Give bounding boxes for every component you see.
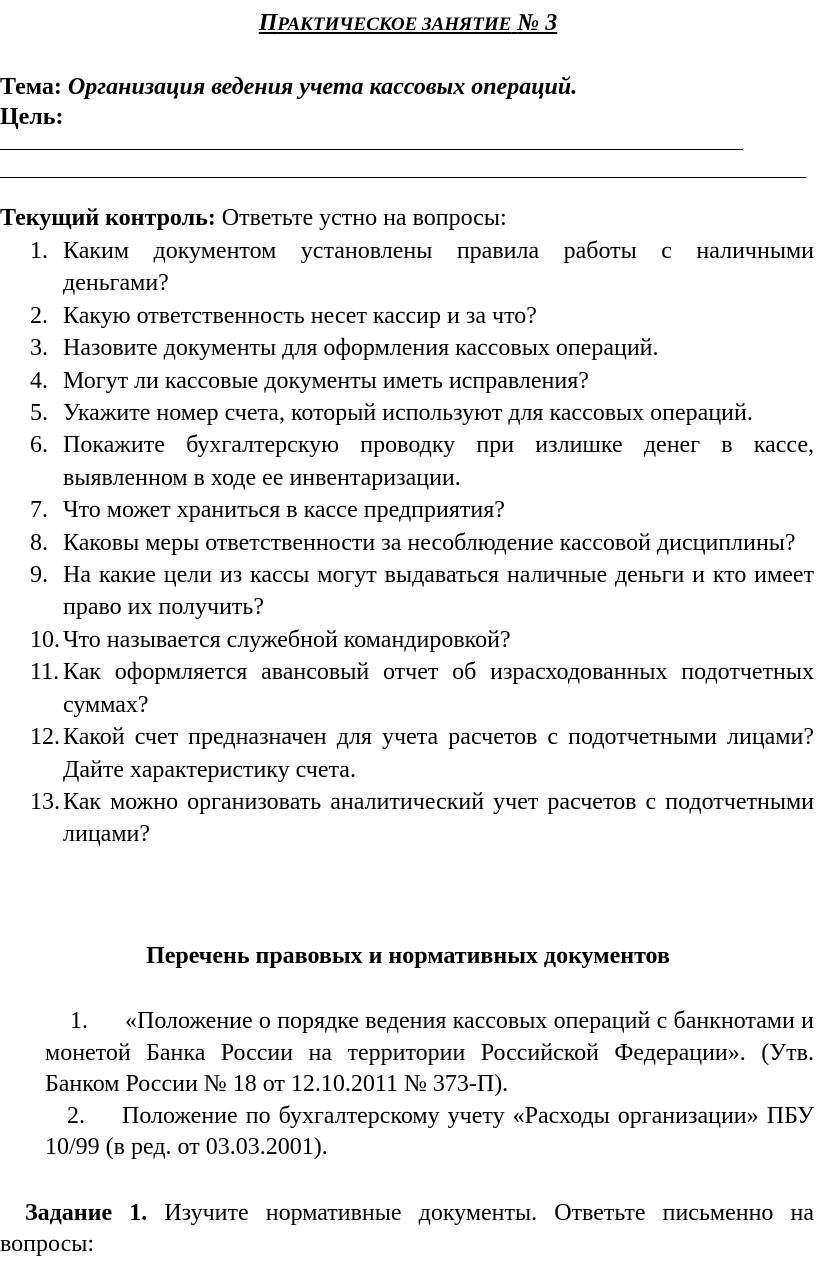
question-text: Что называется служебной командировкой? (63, 626, 511, 653)
current-control-label: Текущий контроль: (0, 205, 216, 231)
goal-blank-line-2 (0, 177, 806, 178)
question-item (0, 559, 816, 624)
task-paragraph (0, 1198, 816, 1260)
question-text: Каковы меры ответственности за несоблюдение кассовой дисциплины? (63, 529, 796, 556)
question-text: Укажите номер счета, который используют для кассовых операций. (63, 400, 753, 427)
question-item (0, 494, 816, 526)
question-item (0, 721, 816, 786)
question-number: 5. (30, 400, 48, 427)
questions-list (0, 235, 816, 851)
question-number: 11. (30, 659, 60, 686)
document-number: 1. (70, 1008, 88, 1034)
page-title (0, 8, 816, 40)
task-text: Изучите нормативные документы. Ответьте письменно на вопросы: (0, 1200, 814, 1257)
topic-line (0, 70, 816, 104)
question-text: Каким документом установлены правила работы с наличными деньгами? (63, 238, 814, 297)
question-text: Покажите бухгалтерскую проводку при излишке денег в кассе, выявленном в ходе ее инвентаризации. (63, 432, 814, 491)
question-number: 8. (30, 529, 48, 556)
document-item (0, 1006, 816, 1101)
question-number: 6. (30, 432, 48, 459)
question-item (0, 397, 816, 429)
question-text: Как оформляется авансовый отчет об израсходованных подотчетных суммах? (63, 659, 814, 718)
question-text: Какой счет предназначен для учета расчетов с подотчетными лицами? Дайте характеристику счета. (63, 724, 814, 783)
document-item (0, 1101, 816, 1164)
question-item (0, 332, 816, 364)
question-item (0, 527, 816, 559)
question-number: 4. (30, 367, 48, 394)
question-text: Назовите документы для оформления кассовых операций. (63, 335, 659, 362)
question-item (0, 365, 816, 397)
question-number: 9. (30, 562, 48, 589)
question-item (0, 656, 816, 721)
title-rest: РАКТИЧЕСКОЕ ЗАНЯТИЕ (277, 14, 512, 35)
question-number: 2. (30, 302, 48, 329)
document-text: Положение по бухгалтерскому учету «Расходы организации» ПБУ 10/99 (в ред. от 03.03.2001). (45, 1102, 814, 1160)
document-text: «Положение о порядке ведения кассовых операций с банкнотами и монетой Банка России на территории Российской Федерации». (Утв. Банком России № 18 от 12.10.2011 № 373-П). (45, 1008, 814, 1097)
goal-label: Цель: (0, 104, 64, 130)
question-text: Что может храниться в кассе предприятия? (63, 497, 505, 524)
question-number: 10. (30, 626, 60, 653)
question-number: 13. (30, 788, 60, 815)
question-text: Могут ли кассовые документы иметь исправления? (63, 367, 589, 394)
question-item (0, 786, 816, 851)
current-control-line (0, 202, 507, 234)
documents-section-title: Перечень правовых и нормативных документов (146, 943, 670, 969)
question-number: 1. (30, 238, 48, 264)
question-text: Какую ответственность несет кассир и за что? (63, 302, 537, 329)
title-number: № 3 (517, 10, 558, 36)
topic-label: Тема: (0, 74, 62, 100)
current-control-text: Ответьте устно на вопросы: (221, 205, 507, 231)
documents-list (0, 1006, 816, 1164)
question-item (0, 235, 816, 300)
question-text: На какие цели из кассы могут выдаваться наличные деньги и кто имеет право их получить? (63, 562, 814, 621)
topic-value: Организация ведения учета кассовых операций. (67, 74, 578, 100)
task-label: Задание 1. (25, 1200, 148, 1226)
question-item (0, 429, 816, 494)
title-first-letter: П (258, 10, 278, 36)
question-item (0, 300, 816, 332)
question-number: 7. (30, 497, 48, 524)
document-number: 2. (67, 1102, 85, 1129)
goal-blank-line-1 (0, 149, 743, 150)
question-item (0, 624, 816, 656)
question-text: Как можно организовать аналитический учет расчетов с подотчетными лицами? (63, 788, 814, 848)
question-number: 12. (30, 724, 60, 751)
question-number: 3. (30, 335, 48, 362)
